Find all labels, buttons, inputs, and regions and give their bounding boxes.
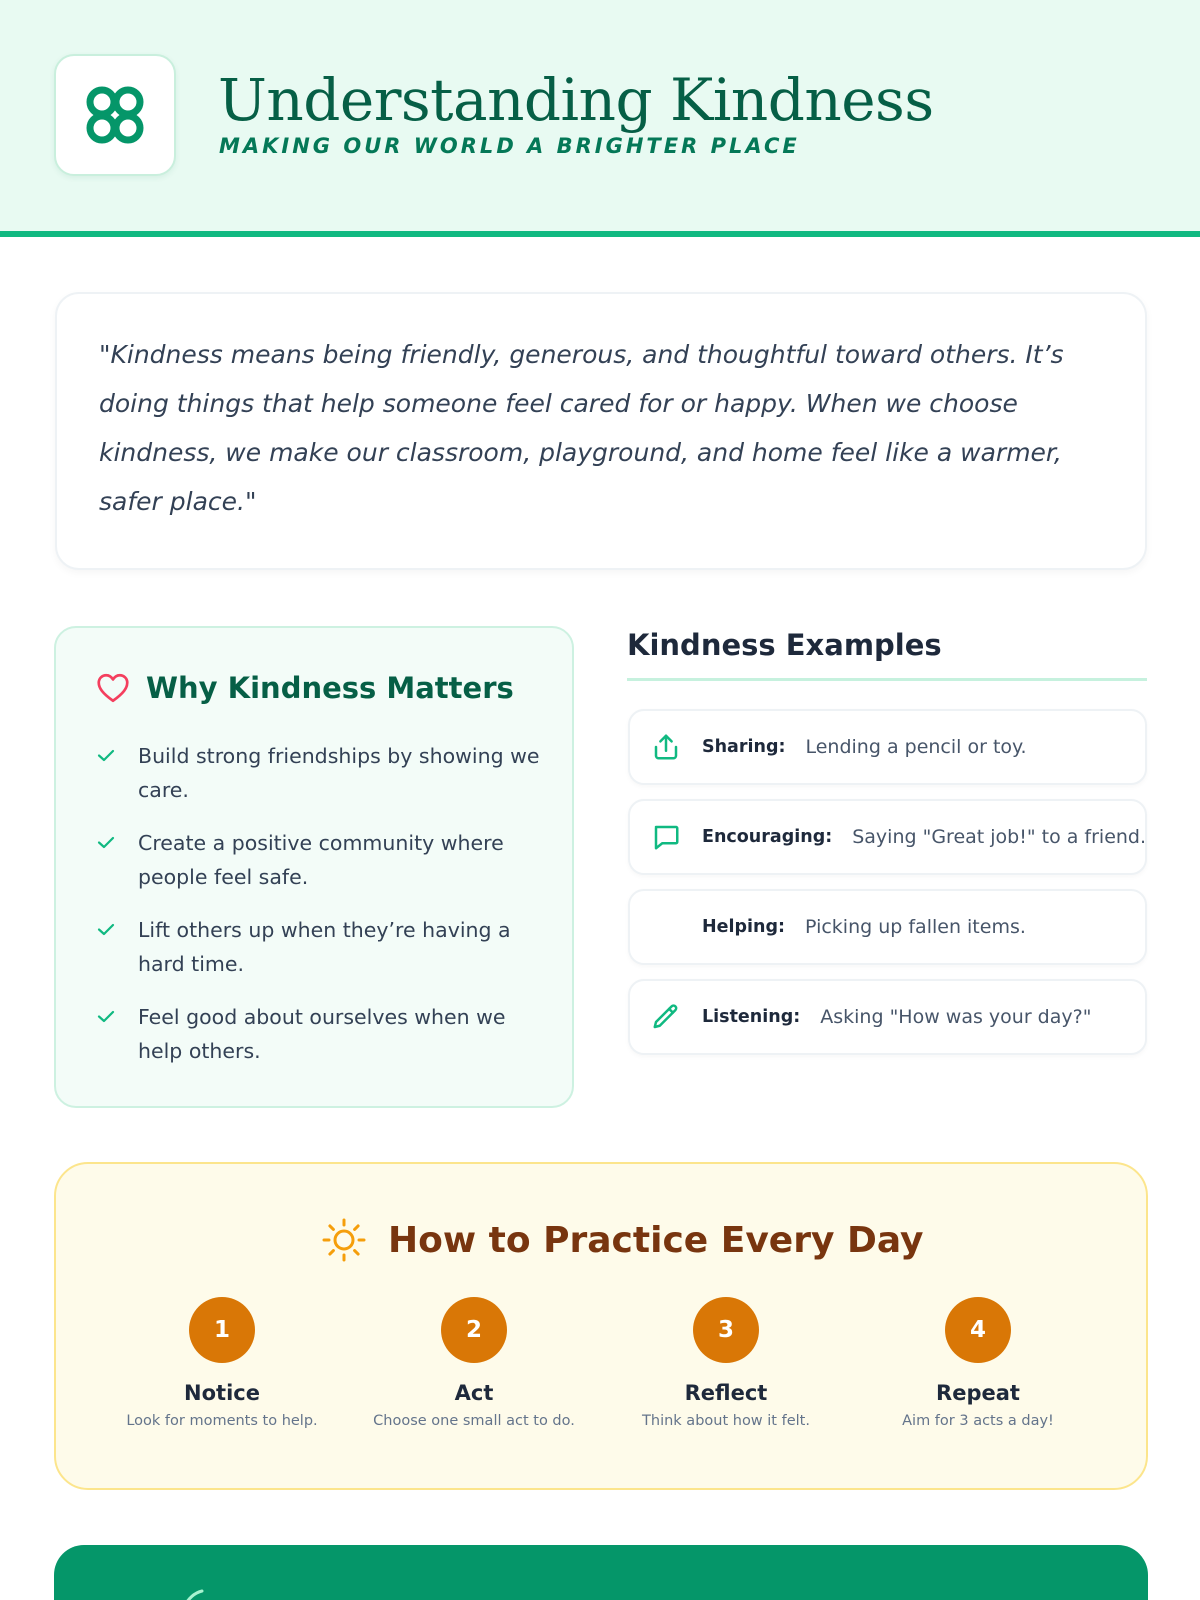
step-title: Repeat [936, 1381, 1020, 1405]
example-description: Saying "Great job!" to a friend. [852, 826, 1147, 848]
pencil-icon [650, 1001, 682, 1033]
example-label: Encouraging: [702, 827, 833, 847]
page-subtitle: MAKING OUR WORLD A BRIGHTER PLACE [219, 134, 800, 158]
list-item-text: Lift others up when they’re having a hard time. [138, 918, 511, 976]
definition-quote-card [55, 292, 1147, 570]
practice-step [606, 1297, 846, 1429]
list-item-text: Feel good about ourselves when we help others. [138, 1005, 506, 1063]
step-number-badge: 2 [441, 1297, 507, 1363]
page-title: Understanding Kindness [218, 66, 934, 134]
example-label: Sharing: [702, 737, 786, 757]
example-label: Listening: [702, 1007, 801, 1027]
step-title: Notice [184, 1381, 260, 1405]
why-kindness-title: Why Kindness Matters [146, 671, 514, 705]
sun-icon [320, 1216, 368, 1264]
example-item-encouraging [628, 799, 1147, 875]
step-number-badge: 1 [189, 1297, 255, 1363]
list-item [96, 739, 546, 807]
definition-quote: "Kindness means being friendly, generous, and thoughtful toward others. It’s doing things that help someone feel cared for or happy. When we choose kindness, we make our classroom, playground, and home feel like a warmer, safer place." [99, 340, 1064, 516]
list-item-text: Create a positive community where people feel safe. [138, 831, 504, 889]
practice-step [354, 1297, 594, 1429]
step-description: Choose one small act to do. [373, 1413, 575, 1429]
logo [54, 54, 176, 176]
step-description: Look for moments to help. [126, 1413, 318, 1429]
check-icon [96, 1000, 118, 1068]
example-description: Lending a pencil or toy. [805, 736, 1027, 758]
step-description: Think about how it felt. [642, 1413, 810, 1429]
chat-bubble-icon [650, 821, 682, 853]
list-item [96, 826, 546, 894]
check-icon [96, 739, 118, 807]
heart-icon [94, 670, 132, 706]
step-title: Act [454, 1381, 494, 1405]
list-item-text: Build strong friendships by showing we care. [138, 744, 540, 802]
example-description: Picking up fallen items. [805, 916, 1026, 938]
example-item-helping [628, 889, 1147, 965]
check-icon [96, 826, 118, 894]
step-title: Reflect [684, 1381, 768, 1405]
practice-step [858, 1297, 1098, 1429]
practice-title: How to Practice Every Day [388, 1219, 924, 1261]
four-petal-knot-icon [81, 81, 149, 149]
example-label: Helping: [702, 917, 786, 937]
bottom-banner [54, 1545, 1148, 1600]
list-item [96, 1000, 546, 1068]
step-number-badge: 3 [693, 1297, 759, 1363]
examples-heading: Kindness Examples [627, 628, 942, 662]
example-description: Asking "How was your day?" [820, 1006, 1092, 1028]
list-item [96, 913, 546, 981]
practice-step [102, 1297, 342, 1429]
check-icon [96, 913, 118, 981]
examples-divider [627, 678, 1147, 681]
page-header [0, 0, 1200, 237]
blank-icon-slot [650, 911, 682, 943]
example-item-listening [628, 979, 1147, 1055]
decorative-icon [178, 1585, 208, 1600]
practice-heading [320, 1216, 924, 1264]
why-kindness-heading [94, 670, 514, 706]
step-number-badge: 4 [945, 1297, 1011, 1363]
share-icon [650, 731, 682, 763]
example-item-sharing [628, 709, 1147, 785]
step-description: Aim for 3 acts a day! [902, 1413, 1054, 1429]
